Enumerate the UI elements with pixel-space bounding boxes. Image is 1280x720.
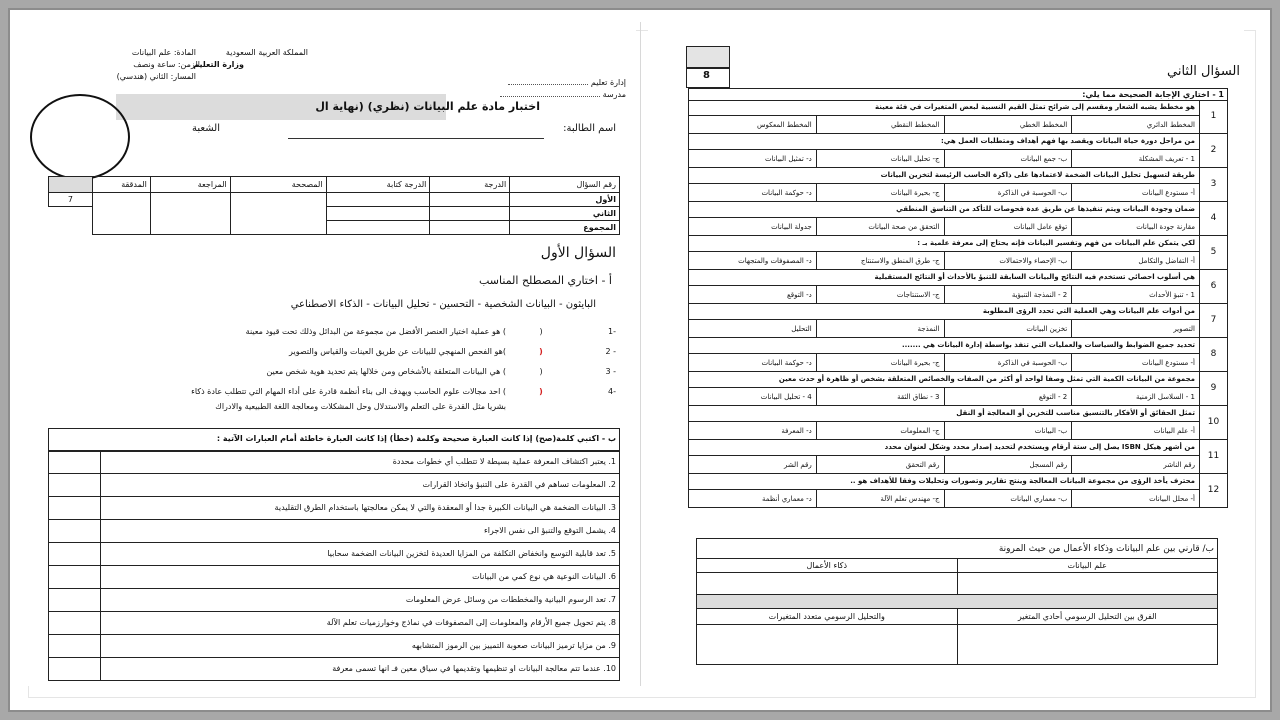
mcq-question-stem: هو مخطط يشبه الشعار ومقسم إلى شرائح تمثل القيم النسبية لبعض المتغيرات في فئة معينة — [689, 100, 1199, 116]
mcq-option[interactable]: أ- علم البيانات — [1071, 422, 1199, 440]
mcq-question-stem: تمثل الحقائق أو الأفكار بالتنسيق مناسب للتخزين أو المعالجة أو النقل — [689, 406, 1199, 422]
mcq-options — [689, 116, 1199, 134]
q1-item — [26, 322, 616, 342]
mcq-question-number: 7 — [1199, 304, 1227, 337]
compare-answer-cell[interactable] — [957, 573, 1218, 595]
mcq-question-row — [688, 440, 1228, 474]
mcq-option[interactable]: 4 - تحليل البيانات — [760, 392, 812, 401]
mcq-option[interactable]: د- معماري أنظمة — [762, 494, 812, 503]
student-name-label: اسم الطالبة: — [563, 123, 616, 134]
q1-item-answer[interactable]: ( — [539, 347, 543, 356]
grade-header-score: الدرجة — [430, 177, 510, 193]
grade-row-second: الثاني — [510, 207, 620, 221]
grade-cell[interactable] — [326, 221, 430, 235]
mcq-question-stem: محترف يأخذ الرؤى من مجموعة البيانات المعالجة وينتج تقارير وتصورات وتحليلات وفقا للأهداف هو .. — [689, 474, 1199, 490]
mcq-question-number: 11 — [1199, 440, 1227, 473]
exam-page-right — [648, 22, 1244, 686]
mcq-option[interactable]: أ- مستودع البيانات — [1071, 184, 1199, 202]
mcq-option[interactable]: أ- مستودع البيانات — [1071, 354, 1199, 372]
q1-item-text: )هو الفحص المنهجي للبيانات عن طريق العينات والقياس والتصوير — [289, 347, 506, 356]
mcq-option[interactable]: 3 - نطاق الثقة — [816, 388, 944, 406]
q1-item — [26, 382, 616, 402]
page-divider — [640, 22, 641, 686]
compare-row2-col1: الفرق بين التحليل الرسومي أحادي المتغير — [957, 609, 1218, 625]
mcq-question-stem: من مراحل دورة حياة البيانات ويقصد بها فهم أهداف ومتطلبات العمل هي: — [689, 134, 1199, 150]
mcq-option[interactable]: رقم التحقق — [816, 456, 944, 474]
grade-cell — [150, 193, 230, 235]
mcq-question-stem: هي أسلوب احصائي تستخدم فيه النتائج والبيانات السابقة للتنبؤ بالأحداث أو النتائج المستقبلية — [689, 270, 1199, 286]
compare-separator — [697, 595, 1218, 609]
time-label: الزمن: ساعة ونصف — [133, 60, 200, 69]
compare-row2-col2: والتحليل الرسومي متعدد المتغيرات — [697, 609, 958, 625]
tf-statement: 9. من مزايا ترميز البيانات صعوبة التمييز بين الرموز المتشابهه — [101, 635, 620, 658]
mcq-option[interactable]: التصوير — [1071, 320, 1199, 338]
mcq-option[interactable]: رقم الناشر — [1071, 456, 1199, 474]
tf-answer-cell[interactable] — [49, 566, 101, 589]
mcq-option[interactable]: 1 - تنبؤ الأحداث — [1071, 286, 1199, 304]
tf-answer-cell[interactable] — [49, 635, 101, 658]
mcq-question-row — [688, 338, 1228, 372]
mcq-question-stem: من أدوات علم البيانات وهي العملية التي تحدد الرؤى المطلوبة — [689, 304, 1199, 320]
grade-cell[interactable] — [326, 207, 430, 221]
mcq-option[interactable]: التحقق من صحة البيانات — [816, 218, 944, 236]
tf-answer-cell[interactable] — [49, 474, 101, 497]
mcq-option[interactable]: ج- مهندس تعلم الآلة — [816, 490, 944, 508]
q1-terms: البايثون - البيانات الشخصية - التحسين - تحليل البيانات - الذكاء الاصطناعي — [290, 299, 596, 310]
tf-answer-cell[interactable] — [49, 451, 101, 474]
mcq-question-number: 1 — [1199, 100, 1227, 133]
mcq-option[interactable]: د- المعرفة — [781, 426, 812, 435]
exam-page-left — [20, 22, 636, 686]
q2-score-box-top — [686, 46, 730, 68]
q2-score-box: 8 — [686, 68, 730, 88]
mcq-option[interactable]: توقع عامل البيانات — [944, 218, 1072, 236]
mcq-question-row — [688, 372, 1228, 406]
mcq-option[interactable]: النمذجة — [816, 320, 944, 338]
tf-statement: 10. عندما تتم معالجة البيانات او تنظيمها وتقديمها في سياق معين فـ انها تسمى معرفة — [101, 658, 620, 681]
mcq-option[interactable]: جدولة البيانات — [771, 222, 812, 231]
mcq-question-number: 6 — [1199, 270, 1227, 303]
q1-item-num: - 2 — [605, 347, 616, 356]
mcq-question-row — [688, 168, 1228, 202]
mcq-option[interactable]: ب- معماري البيانات — [944, 490, 1072, 508]
mcq-option[interactable]: التحليل — [791, 324, 812, 333]
mcq-options — [689, 252, 1199, 270]
mcq-question-number: 3 — [1199, 168, 1227, 201]
mcq-option[interactable]: المخطط الدائري — [1071, 116, 1199, 134]
compare-answer-cell[interactable] — [697, 573, 958, 595]
mcq-question-number: 12 — [1199, 474, 1227, 507]
compare-answer-cell[interactable] — [697, 625, 958, 665]
tf-answer-cell[interactable] — [49, 612, 101, 635]
mcq-options — [689, 150, 1199, 168]
mcq-option[interactable]: 2 - التوقع — [944, 388, 1072, 406]
compare-col-data-science: علم البيانات — [957, 559, 1218, 573]
mcq-options — [689, 320, 1199, 338]
mcq-options — [689, 218, 1199, 236]
mcq-question-stem: طريقة لتسهيل تحليل البيانات الضخمة لاعتمادها على ذاكرة الحاسب الرئيسة لتخزين البيانات — [689, 168, 1199, 184]
mcq-options — [689, 286, 1199, 304]
education-admin-line — [476, 78, 626, 88]
grade-header-corrector: المصححة — [230, 177, 326, 193]
student-name-field[interactable] — [288, 138, 544, 139]
tf-statement: 7. تعد الرسوم البيانية والمخططات من وسائل عرض المعلومات — [101, 589, 620, 612]
section-label: الشعبة — [192, 123, 220, 134]
tf-statement: 8. يتم تحويل جميع الأرقام والمعلومات إلى المصفوفات في نماذج وخوارزميات تعلم الآلة — [101, 612, 620, 635]
mcq-question-row — [688, 270, 1228, 304]
mcq-options — [689, 388, 1199, 406]
tf-statement: 1. يعتبر اكتشاف المعرفة عملية بسيطة لا تتطلب أي خطوات محددة — [101, 451, 620, 474]
education-admin-label: إدارة تعليم — [590, 78, 626, 87]
compare-col-business-intel: ذكاء الأعمال — [697, 559, 958, 573]
mcq-question-row — [688, 134, 1228, 168]
mcq-option[interactable]: المخطط النقطي — [816, 116, 944, 134]
mcq-option[interactable]: المخطط المعكوس — [756, 120, 812, 129]
mcq-option[interactable]: 1 - تعريف المشكلة — [1071, 150, 1199, 168]
photo-circle — [30, 94, 130, 180]
compare-table — [696, 538, 1218, 665]
mcq-option[interactable]: أ- محلل البيانات — [1071, 490, 1199, 508]
mcq-option[interactable]: ب- البيانات — [944, 422, 1072, 440]
mcq-question-number: 9 — [1199, 372, 1227, 405]
q1-item-text: ) احد مجالات علوم الحاسب ويهدف الى بناء أنظمة قادرة على أداء المهام التي تتطلب عادة ذكاء — [191, 387, 506, 396]
mcq-header: 1 - اختاري الإجابة الصحيحة مما يلي: — [689, 89, 1228, 101]
mcq-question-number: 10 — [1199, 406, 1227, 439]
grade-table — [48, 176, 620, 235]
mcq-options — [689, 490, 1199, 508]
tf-statement: 4. يشمل التوقع والتنبؤ الى نفس الاجراء — [101, 520, 620, 543]
kingdom-label: المملكة العربية السعودية — [225, 48, 308, 57]
exam-title: اختبار مادة علم البيانات (نظري) (نهاية ال — [315, 100, 540, 113]
mcq-question-stem: ضمان وجودة البيانات ويتم تنفيذها عن طريق عدة فحوصات للتأكد من التناسق المنطقي — [689, 202, 1199, 218]
q1-title: السؤال الأول — [540, 245, 616, 261]
tf-answer-cell[interactable] — [49, 520, 101, 543]
grade-header-question: رقم السؤال — [510, 177, 620, 193]
mcq-question-row — [688, 202, 1228, 236]
q1-item-answer[interactable]: ( — [539, 387, 543, 396]
grade-cell[interactable] — [430, 193, 510, 207]
mcq-options — [689, 456, 1199, 474]
school-label: مدرسة — [602, 90, 626, 99]
q1-item-list — [26, 322, 616, 418]
compare-answer-cell[interactable] — [957, 625, 1218, 665]
mcq-option[interactable]: المخطط الخطي — [944, 116, 1072, 134]
mcq-option[interactable]: رقم المسجل — [944, 456, 1072, 474]
mcq-options — [689, 422, 1199, 440]
mcq-question-row — [688, 236, 1228, 270]
mcq-option[interactable]: ب- جمع البيانات — [944, 150, 1072, 168]
mcq-question-row — [688, 406, 1228, 440]
mcq-option[interactable]: ب- الإحصاء والاحتمالات — [944, 252, 1072, 270]
tf-answer-cell[interactable] — [49, 658, 101, 681]
tf-statement: 6. البيانات النوعية هي نوع كمي من البيانات — [101, 566, 620, 589]
mcq-option[interactable]: رقم الشر — [783, 460, 812, 469]
school-line — [476, 90, 626, 100]
tf-statement: 2. المعلومات تساهم في القدرة على التنبؤ واتخاذ القرارات — [101, 474, 620, 497]
tf-statement: 5. تعد قابلية التوسع وانخفاض التكلفة من المزايا العديدة لتخزين البيانات الضخمة سحابيا — [101, 543, 620, 566]
mcq-option[interactable]: أ- التفاضل والتكامل — [1071, 252, 1199, 270]
mcq-question-stem: مجموعة من البيانات الكمية التي تمثل وصفا لواحد أو أكثر من الصفات والخصائص المتعلقة بشخص أو ظاهرة أو حدث معين — [689, 372, 1199, 388]
mcq-question-row — [688, 100, 1228, 134]
grade-blank — [49, 207, 93, 221]
q1-item-continuation: بشريا مثل القدرة على التعلم والاستدلال وحل المشكلات ومعالجة اللغة الطبيعية والادراك — [215, 402, 506, 411]
mcq-option[interactable]: ج- بحيرة البيانات — [816, 184, 944, 202]
education-admin-field[interactable] — [508, 84, 588, 85]
mcq-option[interactable]: تخزين البيانات — [944, 320, 1072, 338]
q1-item-num: -4 — [608, 387, 616, 396]
tf-answer-cell[interactable] — [49, 543, 101, 566]
tf-answer-cell[interactable] — [49, 589, 101, 612]
q1-item-num: -1 — [608, 327, 616, 336]
mcq-question-row — [688, 304, 1228, 338]
mcq-option[interactable]: د- تمثيل البيانات — [765, 154, 812, 163]
q1-item-answer[interactable]: ( — [539, 367, 543, 376]
mcq-question-stem: لكي يتمكن علم البيانات من فهم وتفسير البيانات فإنه يحتاج إلى معرفة علمية بـ : — [689, 236, 1199, 252]
mcq-options — [689, 354, 1199, 372]
mcq-option[interactable]: ج- تحليل البيانات — [816, 150, 944, 168]
tf-statement: 3. البيانات الضخمة هي البيانات الكبيرة جدا أو المعقدة والتي لا يمكن معالجتها باستخدام الطرق التقليدية — [101, 497, 620, 520]
mcq-question-stem: من أشهر هيكل ISBN يصل إلى ستة أرقام ويستخدم لتحديد إصدار محدد وشكل لعنوان محدد — [689, 440, 1199, 456]
q1-part-a-title: أ - اختاري المصطلح المناسب — [479, 274, 612, 287]
grade-box-top — [49, 177, 93, 193]
mcq-option[interactable]: مقارنة جودة البيانات — [1071, 218, 1199, 236]
q1-item — [26, 362, 616, 382]
mcq-option[interactable]: ب- الحوسبة في الذاكرة — [944, 354, 1072, 372]
mcq-question-row — [688, 474, 1228, 508]
mcq-options — [689, 184, 1199, 202]
q1-item-num: - 3 — [605, 367, 616, 376]
mcq-option[interactable]: ج- طرق المنطق والاستنتاج — [816, 252, 944, 270]
subject-label: المادة: علم البيانات — [131, 48, 196, 57]
grade-header-auditor: المدققة — [92, 177, 150, 193]
mcq-option[interactable]: 2 - النمذجة التنبؤية — [944, 286, 1072, 304]
mcq-option[interactable]: د- التوقع — [787, 290, 812, 299]
student-name-line — [416, 122, 616, 135]
true-false-table — [48, 428, 620, 681]
grade-cell[interactable] — [326, 193, 430, 207]
q1-item-answer[interactable]: ( — [539, 327, 543, 336]
mcq-option[interactable]: ج- الاستنتاجات — [816, 286, 944, 304]
mcq-question-number: 4 — [1199, 202, 1227, 235]
grade-header-score-words: الدرجة كتابة — [326, 177, 430, 193]
q1-item-text: ) هو عملية اختيار العنصر الأفضل من مجموعة من البدائل وذلك تحت قيود معينة — [245, 327, 506, 336]
mcq-option[interactable]: 1 - السلاسل الزمنية — [1071, 388, 1199, 406]
grade-row-total: المجموع — [510, 221, 620, 235]
q1-item-text: ) هي البيانات المتعلقة بالأشخاص ومن خلالها يتم تحديد هوية شخص معين — [266, 367, 506, 376]
tf-answer-cell[interactable] — [49, 497, 101, 520]
grade-cell[interactable] — [430, 207, 510, 221]
mcq-question-stem: تحديد جميع الضوابط والسياسات والعمليات التي تنفذ بواسطة إدارة البيانات هي ....... — [689, 338, 1199, 354]
grade-header-reviewer: المراجعة — [150, 177, 230, 193]
grade-box-score: 7 — [49, 193, 93, 207]
grade-cell — [92, 193, 150, 235]
q1-item — [26, 342, 616, 362]
mcq-question-number: 2 — [1199, 134, 1227, 167]
ministry-label: وزارة التعليم — [193, 60, 244, 69]
grade-cell — [230, 193, 326, 235]
grade-cell[interactable] — [430, 221, 510, 235]
mcq-option[interactable]: ب- الحوسبة في الذاكرة — [944, 184, 1072, 202]
mcq-question-number: 5 — [1199, 236, 1227, 269]
track-label: المسار: الثاني (هندسي) — [116, 72, 196, 81]
compare-title: ب/ قارني بين علم البيانات وذكاء الأعمال من حيث المرونة — [697, 539, 1218, 559]
mcq-question-number: 8 — [1199, 338, 1227, 371]
mcq-option[interactable]: د- المصفوفات والمتجهات — [738, 256, 812, 265]
q2-title: السؤال الثاني — [1167, 64, 1240, 79]
grade-blank — [49, 221, 93, 235]
grade-row-first: الأول — [510, 193, 620, 207]
mcq-option[interactable]: ج- المعلومات — [816, 422, 944, 440]
mcq-option[interactable]: د- حوكمة البيانات — [761, 358, 812, 367]
mcq-option[interactable]: ج- بحيرة البيانات — [816, 354, 944, 372]
mcq-option[interactable]: د- حوكمة البيانات — [761, 188, 812, 197]
school-field[interactable] — [500, 96, 600, 97]
tf-title: ب - اكتبي كلمة(صح) إذا كانت العبارة صحيحة وكلمة (خطأ) إذا كانت العبارة خاطئة أمام العبارات الآتية : — [49, 429, 620, 451]
